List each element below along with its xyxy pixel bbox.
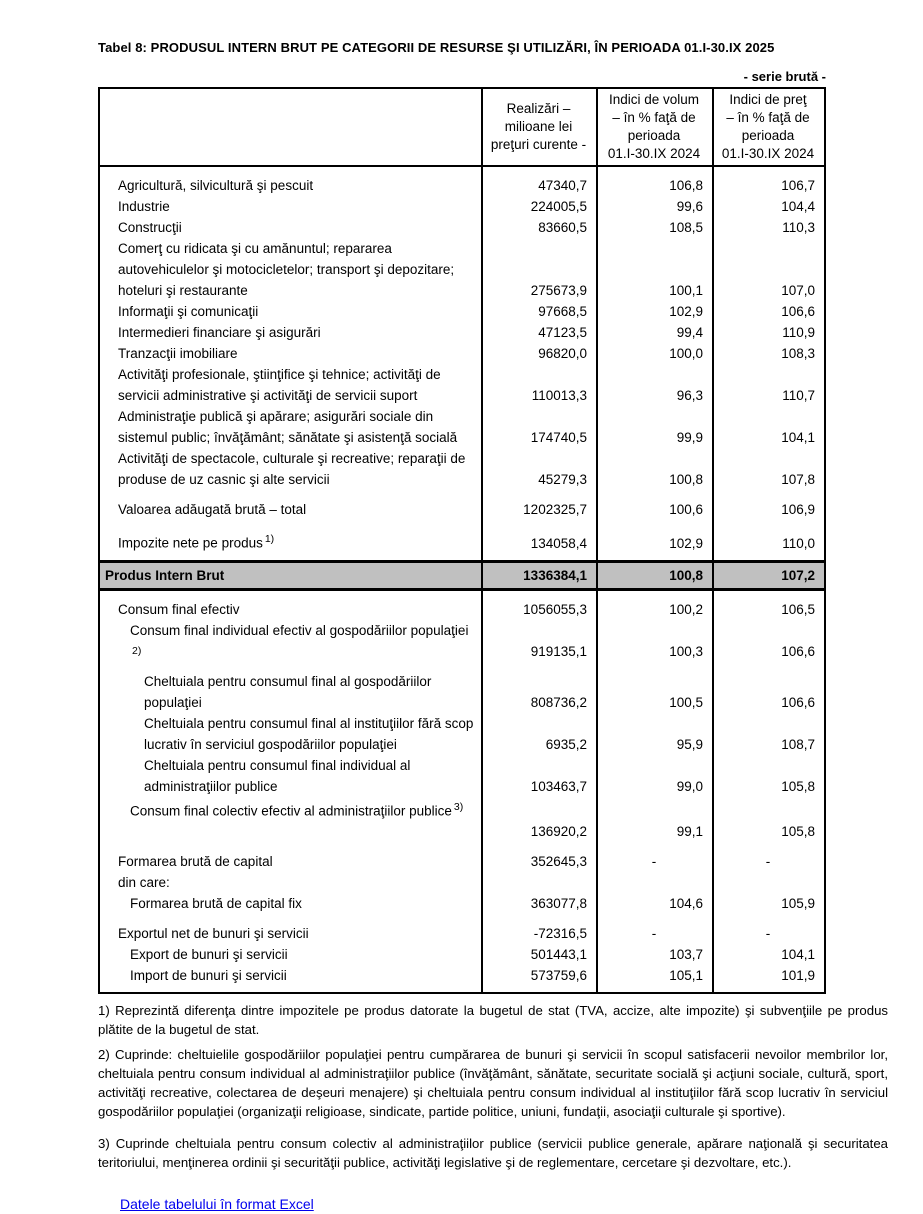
cell-realizari: 134058,4 [530,535,587,551]
cell-realizari: 363077,8 [530,896,587,911]
cell-indici-volum: 103,7 [669,947,703,962]
footnotes [98,1001,888,1172]
table-row [100,406,824,448]
cell-indici-volum: 99,0 [676,778,703,794]
cell-indici-pret: 110,3 [782,220,815,235]
row-label: Export de bunuri şi servicii [130,947,288,962]
table-row [100,175,824,196]
table-row [100,842,824,872]
table-row [100,620,824,662]
cell-realizari: 919135,1 [530,643,587,659]
row-label: Intermedieri financiare şi asigurări [118,325,321,340]
row-label: Consum final colectiv efectiv al administraţiilor publice $^{3)}$ [130,800,464,818]
cell-realizari: 1202325,7 [523,502,587,517]
row-label: Impozite nete pe produs $^{1)}$ [118,533,275,551]
cell-indici-pret: 110,7 [782,388,815,403]
footnote-marker: 2) [132,644,142,657]
row-label: Comerţ cu ridicata şi cu amănuntul; repararea autovehiculelor şi motocicletelor; transport şi depozitare; hoteluri şi restaurante [118,241,455,298]
resources-section [100,167,824,560]
table-row [100,713,824,755]
cell-indici-pret: 104,1 [781,947,815,962]
cell-indici-volum: 106,8 [669,178,703,193]
cell-indici-pret [712,872,824,893]
footnote-marker: 1) [264,533,275,545]
cell-indici-pret: 104,4 [781,199,815,214]
row-label: Informaţii şi comunicaţii [118,304,259,319]
column-separator [712,89,714,992]
cell-indici-volum: 108,5 [669,220,703,235]
table-row [100,755,824,797]
header-indici-pret: Indici de preţ – în % faţă de perioada 01.I-30.IX 2024 [721,92,815,161]
cell-indici-volum: 102,9 [669,304,703,319]
cell-indici-pret: 107,2 [781,567,815,583]
row-label: Industrie [118,199,170,214]
cell-indici-pret: 106,6 [781,304,815,319]
cell-indici-volum: - [651,854,657,869]
cell-indici-volum: 95,9 [676,736,703,752]
column-separator [596,89,598,992]
cell-indici-volum: 100,5 [669,694,703,710]
header-realizari: Realizări – milioane lei preţuri curente - [490,101,587,152]
table-row [100,599,824,620]
row-label: Activităţi profesionale, ştiinţifice şi tehnice; activităţi de servicii administrative şi activităţi de servicii suport [118,367,441,403]
cell-indici-pret: 106,6 [781,643,815,659]
cell-indici-volum: 99,9 [676,430,703,445]
cell-realizari: 275673,9 [530,283,587,298]
header-label-cell [100,89,481,165]
row-label: Formarea brută de capital fix [130,896,302,911]
cell-indici-volum: 99,6 [676,199,703,214]
cell-indici-pret: 108,7 [781,736,815,752]
table-row [100,217,824,238]
cell-indici-pret: 105,8 [781,824,815,839]
cell-indici-volum: 102,9 [669,535,703,551]
cell-realizari: 352645,3 [530,854,587,869]
row-label: Activităţi de spectacole, culturale şi recreative; reparaţii de produse de uz casnic şi alte servicii [118,451,466,487]
cell-realizari: 45279,3 [538,472,587,487]
cell-indici-pret: 108,3 [781,346,815,361]
uses-section [100,591,824,993]
cell-indici-pret: 107,8 [781,472,815,487]
cell-indici-volum: - [651,926,657,941]
cell-realizari: -72316,5 [533,926,587,941]
table-row [100,965,824,986]
cell-indici-pret: 107,0 [781,283,815,298]
footnote-1: 1) Reprezintă diferenţa dintre impozitele pe produs datorate la bugetul de stat (TVA, accize, alte impozite) şi subvenţiile pe produs plătite de la bugetul de stat. [98,1003,888,1037]
table-row [100,872,824,893]
column-separator [481,89,483,992]
cell-realizari [481,872,596,893]
table-row [100,662,824,713]
cell-indici-volum: 99,1 [676,824,703,839]
cell-indici-pret: 101,9 [781,968,815,983]
row-label: Exportul net de bunuri şi servicii [118,926,309,941]
row-label: Construcţii [118,220,182,235]
cell-realizari: 97668,5 [538,304,587,319]
row-label: Formarea brută de capital [118,854,273,869]
table-header-row [100,89,824,167]
cell-indici-volum: 100,3 [669,643,703,659]
cell-indici-volum: 99,4 [676,325,703,340]
cell-realizari: 103463,7 [530,778,587,794]
cell-realizari: 174740,5 [530,430,587,445]
row-label: Import de bunuri şi servicii [130,968,287,983]
cell-indici-pret: 105,8 [781,778,815,794]
cell-realizari: 96820,0 [538,346,587,361]
row-label: Administraţie publică şi apărare; asigurări sociale din sistemul public; învăţământ; sănătate şi asistenţă socială [118,409,458,445]
cell-indici-volum [596,872,712,893]
cell-indici-volum: 105,1 [669,968,703,983]
table-row [100,364,824,406]
footnote-marker: 3) [453,800,464,813]
table-row [100,893,824,914]
cell-indici-pret: 110,0 [782,535,815,551]
cell-realizari: 1056055,3 [523,601,587,617]
table-row [100,944,824,965]
cell-realizari: 6935,2 [545,736,587,752]
cell-realizari: 83660,5 [538,220,587,235]
row-label: Consum final efectiv [118,601,240,617]
excel-link[interactable]: Datele tabelului în format Excel [120,1196,314,1212]
cell-realizari: 224005,5 [530,199,587,214]
cell-realizari: 47340,7 [538,178,587,193]
gdp-table [98,87,826,994]
cell-indici-volum: 100,6 [669,502,703,517]
table-row [100,322,824,343]
cell-indici-volum: 100,2 [669,601,703,617]
cell-realizari: 808736,2 [530,694,587,710]
row-label: Cheltuiala pentru consumul final individual al administraţiilor publice [144,757,411,794]
header-indici-volum: Indici de volum – în % faţă de perioada 01.I-30.IX 2024 [607,92,701,161]
table-row [100,490,824,520]
footnote-2: 2) Cuprinde: cheltuielile gospodăriilor populaţiei pentru cumpărarea de bunuri şi servicii în scopul satisfacerii nevoilor membrilor lor, cheltuiala pentru consum individual al administraţiilor publice (învăţământ, sănătate, securitate socială şi acţiuni sociale, cultură, sport, activităţi recreative, colectarea de deşeuri menajere) şi cheltuiala pentru consum individual al instituţiilor fără scop lucrativ în serviciul gospodăriilor populaţiei (organizaţii religioase, sindicate, partide politice, uniuni, fundaţii, asociaţii culturale şi sportive). [98,1047,888,1119]
cell-indici-pret: 105,9 [781,896,815,911]
cell-realizari: 501443,1 [530,947,587,962]
row-label: Consum final individual efectiv al gospodăriilor populaţiei 2) [100,620,481,662]
cell-realizari: 110013,3 [531,388,587,403]
cell-realizari: 47123,5 [538,325,587,340]
cell-realizari: 136920,2 [530,824,587,839]
cell-indici-volum: 100,8 [669,472,703,487]
table-row [100,914,824,944]
row-label: Cheltuiala pentru consumul final al gospodăriilor populaţiei [144,673,432,710]
cell-indici-volum: 96,3 [676,388,703,403]
cell-indici-pret: 106,7 [781,178,815,193]
table-row [100,448,824,490]
table-row [100,520,824,554]
cell-indici-pret: 106,6 [781,694,815,710]
pib-row [100,560,824,591]
row-label: Valoarea adăugată brută – total [118,502,307,517]
table-row [100,343,824,364]
row-label: din care: [118,875,170,890]
row-label: Agricultură, silvicultură şi pescuit [118,178,314,193]
table-row [100,797,824,843]
cell-indici-pret: 104,1 [781,430,815,445]
table-row [100,301,824,322]
row-label: Tranzacţii imobiliare [118,346,238,361]
cell-indici-pret: - [765,854,771,869]
page-title: Tabel 8: PRODUSUL INTERN BRUT PE CATEGORII DE RESURSE ŞI UTILIZĂRI, ÎN PERIOADA 01.I-30.IX 2025 [98,40,775,55]
cell-indici-volum: 104,6 [669,896,703,911]
cell-realizari: 1336384,1 [523,567,587,583]
cell-indici-pret: 110,9 [782,325,815,340]
table-row [100,196,824,217]
row-label: Produs Intern Brut [105,567,225,583]
cell-indici-volum: 100,1 [669,283,703,298]
cell-indici-volum: 100,8 [669,567,703,583]
cell-indici-pret: 106,9 [781,502,815,517]
row-label: Cheltuiala pentru consumul final al instituţiilor fără scop lucrativ în serviciul gospodăriilor populaţiei [144,715,474,752]
series-note: - serie brută - [743,69,826,84]
cell-indici-pret: - [765,926,771,941]
cell-indici-volum: 100,0 [669,346,703,361]
footnote-3: 3) Cuprinde cheltuiala pentru consum colectiv al administraţiilor publice (servicii publice generale, apărare naţională şi securitatea teritoriului, menţinerea ordinii şi securităţii publice, activităţi legislative şi de reglementare, cercetare şi dezvoltare, etc.). [98,1136,888,1170]
cell-indici-pret: 106,5 [781,601,815,617]
table-row [100,238,824,301]
cell-realizari: 573759,6 [530,968,587,983]
